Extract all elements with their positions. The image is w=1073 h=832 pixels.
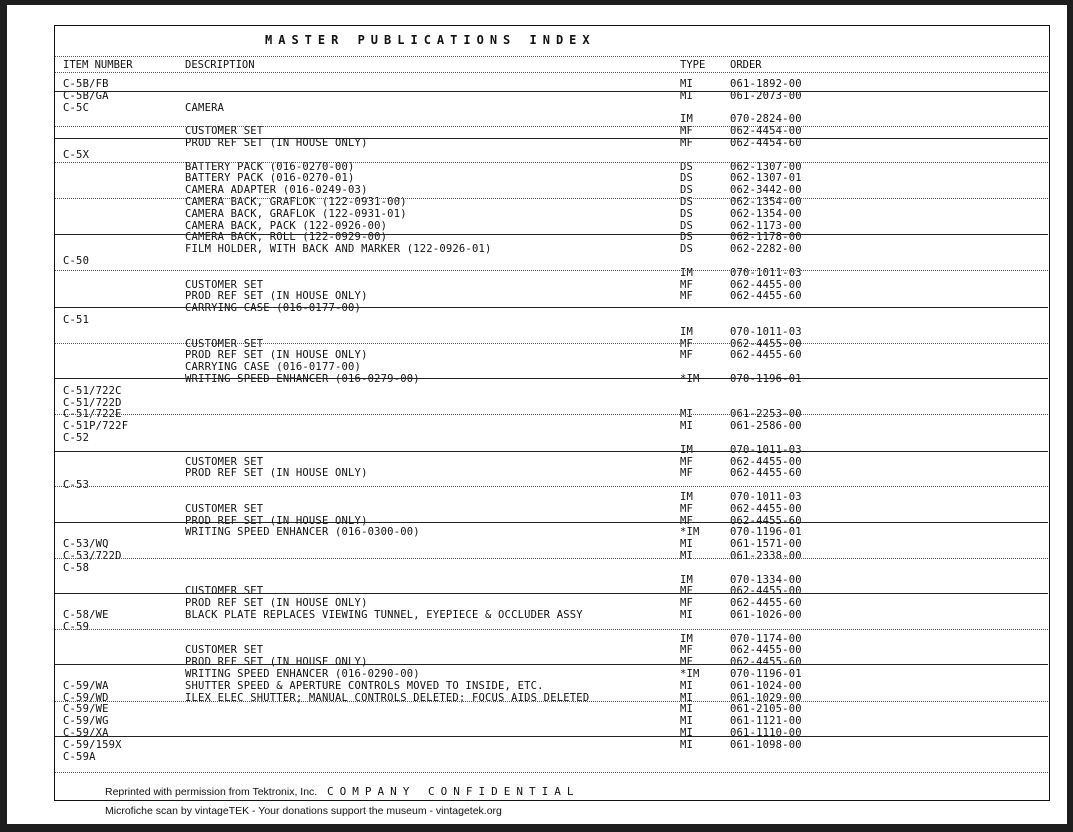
order-number-cell: 061-1098-00	[730, 738, 802, 751]
description-cell: PROD REF SET (IN HOUSE ONLY)	[185, 137, 368, 149]
type-cell: DS	[680, 231, 694, 244]
type-cell: MI	[680, 538, 694, 551]
order-number-cell: 070-1174-00	[730, 632, 802, 645]
order-number-cell: 061-1110-00	[730, 727, 802, 739]
order-number-cell: 070-1196-01	[730, 526, 802, 539]
description-cell: PROD REF SET (IN HOUSE ONLY)	[185, 656, 368, 669]
type-cell: IM	[680, 491, 694, 503]
description-cell: CAMERA	[185, 101, 225, 114]
order-number-cell: 062-4455-60	[730, 290, 802, 303]
type-cell: MI	[680, 609, 694, 621]
order-number-cell: 062-4455-60	[730, 514, 802, 527]
type-cell: MI	[680, 691, 694, 704]
description-cell: PROD REF SET (IN HOUSE ONLY)	[185, 349, 368, 362]
type-cell: *IM	[680, 668, 700, 680]
description-cell: CARRYING CASE (016-0177-00)	[185, 302, 362, 315]
type-cell: DS	[680, 184, 694, 197]
order-number-cell: 062-4455-00	[730, 278, 802, 291]
row-rule-dotted	[55, 701, 1048, 702]
order-number-cell: 062-1178-00	[730, 231, 802, 244]
page-title: MASTER PUBLICATIONS INDEX	[265, 33, 596, 47]
order-number-cell: 062-4455-00	[730, 337, 802, 350]
order-number-cell: 070-1334-00	[730, 573, 802, 586]
description-cell: WRITING SPEED ENHANCER (016-0300-00)	[185, 526, 420, 539]
order-number-cell: 061-1029-00	[730, 691, 802, 704]
description-cell: PROD REF SET (IN HOUSE ONLY)	[185, 290, 368, 303]
confidential-notice: COMPANY CONFIDENTIAL	[327, 785, 580, 798]
order-number-cell: 062-4455-00	[730, 455, 802, 468]
item-number-cell: C-51P/722F	[63, 420, 129, 433]
order-number-cell: 061-2253-00	[730, 408, 802, 421]
type-cell: MI	[680, 727, 694, 739]
type-cell: MI	[680, 679, 694, 692]
order-number-cell: 062-4455-00	[730, 502, 802, 515]
type-cell: IM	[680, 325, 694, 338]
type-cell: MF	[680, 455, 694, 468]
description-cell: BATTERY PACK (016-0270-00)	[185, 160, 355, 173]
type-cell: MI	[680, 715, 694, 728]
item-number-cell: C-53/WQ	[63, 538, 109, 551]
type-cell: *IM	[680, 373, 700, 385]
description-cell: CUSTOMER SET	[185, 125, 264, 138]
type-cell: MF	[680, 349, 694, 362]
type-cell: MI	[680, 550, 694, 562]
type-cell: MI	[680, 703, 694, 716]
description-cell: WRITING SPEED ENHANCER (016-0290-00)	[185, 668, 420, 680]
description-cell: SHUTTER SPEED & APERTURE CONTROLS MOVED TO INSIDE, ETC.	[185, 679, 544, 692]
item-number-cell: C-59/XA	[63, 727, 109, 739]
order-number-cell: 062-4455-60	[730, 597, 802, 610]
type-cell: MF	[680, 125, 694, 138]
type-cell: DS	[680, 243, 694, 256]
type-cell: IM	[680, 113, 694, 126]
type-cell: IM	[680, 443, 694, 456]
row-rule-dotted	[55, 629, 1048, 630]
type-cell: DS	[680, 172, 694, 185]
item-number-cell: C-59A	[63, 750, 96, 763]
type-cell: MI	[680, 738, 694, 751]
type-cell: MF	[680, 656, 694, 669]
type-cell: MF	[680, 137, 694, 149]
description-cell: CUSTOMER SET	[185, 455, 264, 468]
type-cell: MF	[680, 467, 694, 480]
scan-credit: Microfiche scan by vintageTEK - Your donations support the museum - vintagetek.org	[105, 805, 502, 817]
description-cell: ILEX ELEC SHUTTER; MANUAL CONTROLS DELETED; FOCUS AIDS DELETED	[185, 691, 590, 704]
item-number-cell: C-5X	[63, 148, 90, 161]
order-number-cell: 061-1026-00	[730, 609, 802, 621]
header-type: TYPE	[680, 59, 706, 71]
type-cell: MF	[680, 585, 694, 598]
index-frame	[54, 25, 1050, 801]
description-cell: CUSTOMER SET	[185, 337, 264, 350]
row-rule-solid	[55, 91, 1048, 92]
header-divider-bottom	[55, 72, 1048, 73]
description-cell: CARRYING CASE (016-0177-00)	[185, 361, 362, 374]
row-rule-dotted	[55, 270, 1048, 271]
item-number-cell: C-51/722E	[63, 408, 122, 421]
order-number-cell: 062-4455-00	[730, 585, 802, 598]
row-rule-solid	[55, 664, 1048, 665]
header-divider-top	[55, 56, 1048, 57]
order-number-cell: 062-4454-60	[730, 137, 802, 149]
order-number-cell: 062-1307-01	[730, 172, 802, 185]
row-rule-dotted	[55, 343, 1048, 344]
description-cell: PROD REF SET (IN HOUSE ONLY)	[185, 467, 368, 480]
description-cell: CAMERA BACK, GRAFLOK (122-0931-00)	[185, 196, 407, 208]
row-rule-solid	[55, 522, 1048, 523]
item-number-cell: C-59/159X	[63, 738, 122, 751]
order-number-cell: 070-1011-03	[730, 325, 802, 338]
order-number-cell: 061-2073-00	[730, 89, 802, 102]
type-cell: MF	[680, 597, 694, 610]
order-number-cell: 061-1571-00	[730, 538, 802, 551]
order-number-cell: 062-1173-00	[730, 219, 802, 232]
order-number-cell: 070-2824-00	[730, 113, 802, 126]
item-number-cell: C-53	[63, 479, 90, 492]
row-rule-solid	[55, 736, 1048, 737]
item-number-cell: C-5B/GA	[63, 89, 109, 102]
type-cell: *IM	[680, 526, 700, 539]
description-cell: BLACK PLATE REPLACES VIEWING TUNNEL, EYEPIECE & OCCLUDER ASSY	[185, 609, 583, 621]
type-cell: IM	[680, 266, 694, 279]
row-rule-solid	[55, 593, 1048, 594]
order-number-cell: 061-2105-00	[730, 703, 802, 716]
description-cell: PROD REF SET (IN HOUSE ONLY)	[185, 514, 368, 527]
item-number-cell: C-51/722D	[63, 396, 122, 409]
item-number-cell: C-50	[63, 255, 90, 267]
row-rule-dotted	[55, 414, 1048, 415]
row-rule-dotted	[55, 198, 1048, 199]
order-number-cell: 070-1196-01	[730, 373, 802, 385]
type-cell: MF	[680, 290, 694, 303]
type-cell: MF	[680, 502, 694, 515]
item-number-cell: C-59	[63, 620, 90, 633]
order-number-cell: 070-1011-03	[730, 443, 802, 456]
header-order: ORDER	[730, 59, 762, 71]
item-number-cell: C-59/WA	[63, 679, 109, 692]
type-cell: DS	[680, 207, 694, 220]
row-rule-dotted	[55, 486, 1048, 487]
order-number-cell: 070-1011-03	[730, 491, 802, 503]
type-cell: MF	[680, 337, 694, 350]
order-number-cell: 061-1121-00	[730, 715, 802, 728]
order-number-cell: 061-1892-00	[730, 78, 802, 90]
type-cell: MI	[680, 78, 694, 90]
order-number-cell: 062-4455-00	[730, 644, 802, 657]
order-number-cell: 062-4455-60	[730, 349, 802, 362]
order-number-cell: 070-1011-03	[730, 266, 802, 279]
row-rule-solid	[55, 378, 1048, 379]
row-rule-solid	[55, 451, 1048, 452]
item-number-cell: C-52	[63, 432, 90, 444]
order-number-cell: 070-1196-01	[730, 668, 802, 680]
item-number-cell: C-59/WE	[63, 703, 109, 716]
order-number-cell: 062-4454-00	[730, 125, 802, 138]
item-number-cell: C-51/722C	[63, 384, 122, 397]
order-number-cell: 062-4455-60	[730, 467, 802, 480]
description-cell: WRITING SPEED ENHANCER (016-0279-00)	[185, 373, 420, 385]
description-cell: CUSTOMER SET	[185, 585, 264, 598]
description-cell: CAMERA BACK, GRAFLOK (122-0931-01)	[185, 207, 407, 220]
row-rule-solid	[55, 307, 1048, 308]
type-cell: IM	[680, 632, 694, 645]
type-cell: DS	[680, 160, 694, 173]
order-number-cell: 061-1024-00	[730, 679, 802, 692]
reprint-note: Reprinted with permission from Tektronix, Inc.	[105, 786, 318, 798]
description-cell: FILM HOLDER, WITH BACK AND MARKER (122-0926-01)	[185, 243, 492, 256]
type-cell: MI	[680, 89, 694, 102]
row-rule-dotted	[55, 126, 1048, 127]
row-rule-dotted	[55, 162, 1048, 163]
order-number-cell: 061-2338-00	[730, 550, 802, 562]
header-item-number: ITEM NUMBER	[63, 59, 133, 71]
header-description: DESCRIPTION	[185, 59, 255, 71]
order-number-cell: 062-4455-60	[730, 656, 802, 669]
item-number-cell: C-58/WE	[63, 609, 109, 621]
description-cell: CAMERA BACK, PACK (122-0926-00)	[185, 219, 388, 232]
description-cell: CAMERA ADAPTER (016-0249-03)	[185, 184, 368, 197]
type-cell: MF	[680, 644, 694, 657]
type-cell: MI	[680, 408, 694, 421]
item-number-cell: C-5B/FB	[63, 78, 109, 90]
item-number-cell: C-5C	[63, 101, 90, 114]
row-rule-dotted	[55, 558, 1048, 559]
document-page	[7, 5, 1067, 824]
item-number-cell: C-53/722D	[63, 550, 122, 562]
order-number-cell: 062-3442-00	[730, 184, 802, 197]
row-rule-dotted	[55, 772, 1048, 773]
order-number-cell: 062-1354-00	[730, 207, 802, 220]
description-cell: CUSTOMER SET	[185, 502, 264, 515]
type-cell: IM	[680, 573, 694, 586]
description-cell: BATTERY PACK (016-0270-01)	[185, 172, 355, 185]
type-cell: MF	[680, 278, 694, 291]
item-number-cell: C-58	[63, 561, 90, 574]
order-number-cell: 062-1307-00	[730, 160, 802, 173]
order-number-cell: 061-2586-00	[730, 420, 802, 433]
type-cell: MI	[680, 420, 694, 433]
description-cell: PROD REF SET (IN HOUSE ONLY)	[185, 597, 368, 610]
order-number-cell: 062-1354-00	[730, 196, 802, 208]
type-cell: MF	[680, 514, 694, 527]
item-number-cell: C-51	[63, 314, 90, 326]
row-rule-solid	[55, 234, 1048, 235]
row-rule-solid	[55, 138, 1048, 139]
order-number-cell: 062-2282-00	[730, 243, 802, 256]
type-cell: DS	[680, 219, 694, 232]
description-cell: CUSTOMER SET	[185, 644, 264, 657]
description-cell: CAMERA BACK, ROLL (122-0929-00)	[185, 231, 388, 244]
type-cell: DS	[680, 196, 694, 208]
item-number-cell: C-59/WG	[63, 715, 109, 728]
description-cell: CUSTOMER SET	[185, 278, 264, 291]
item-number-cell: C-59/WD	[63, 691, 109, 704]
